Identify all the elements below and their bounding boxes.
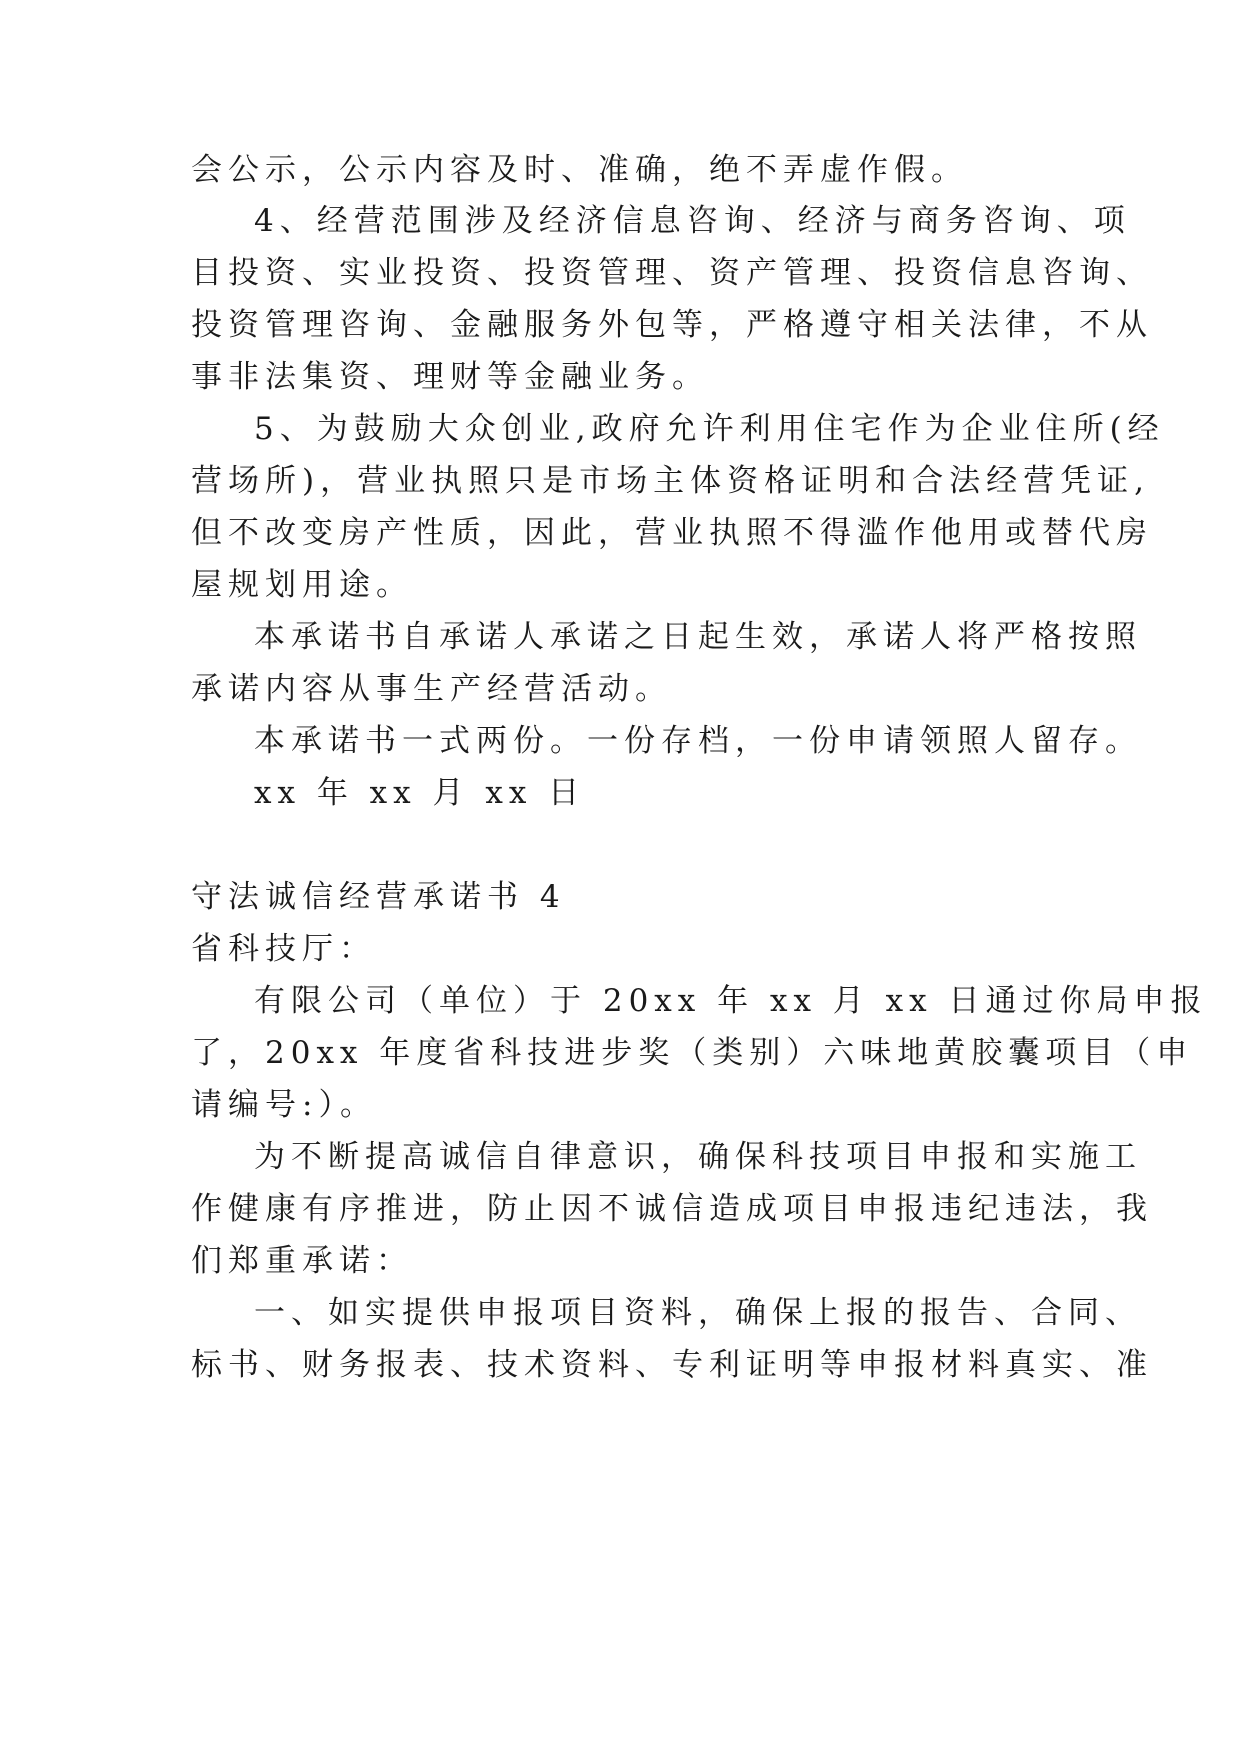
paragraph-line: 4、经营范围涉及经济信息咨询、经济与商务咨询、项 (254, 203, 1131, 239)
paragraph-line: 了，20xx 年度省科技进步奖（类别）六味地黄胶囊项目（申 (191, 1035, 1194, 1071)
paragraph-line: 有限公司（单位）于 20xx 年 xx 月 xx 日通过你局申报 (254, 983, 1208, 1019)
date-line: xx 年 xx 月 xx 日 (254, 775, 586, 811)
paragraph-line: 本承诺书一式两份。一份存档，一份申请领照人留存。 (254, 723, 1142, 759)
paragraph-line: 本承诺书自承诺人承诺之日起生效，承诺人将严格按照 (254, 619, 1142, 655)
paragraph-line: 会公示，公示内容及时、准确，绝不弄虚作假。 (191, 152, 968, 188)
paragraph-line: 目投资、实业投资、投资管理、资产管理、投资信息咨询、 (191, 255, 1153, 291)
paragraph-line: 屋规划用途。 (191, 567, 413, 603)
section-title: 守法诚信经营承诺书 4 (191, 879, 566, 915)
paragraph-line: 们郑重承诺： (191, 1243, 413, 1279)
paragraph-line: 作健康有序推进，防止因不诚信造成项目申报违纪违法，我 (191, 1191, 1153, 1227)
paragraph-line: 为不断提高诚信自律意识，确保科技项目申报和实施工 (254, 1139, 1142, 1175)
paragraph-line: 事非法集资、理财等金融业务。 (191, 359, 709, 395)
paragraph-line: 5、为鼓励大众创业,政府允许利用住宅作为企业住所(经 (254, 411, 1165, 447)
paragraph-line: 标书、财务报表、技术资料、专利证明等申报材料真实、准 (191, 1347, 1153, 1383)
paragraph-line: 一、如实提供申报项目资料，确保上报的报告、合同、 (254, 1295, 1142, 1331)
paragraph-line: 请编号:）。 (191, 1087, 377, 1123)
paragraph-line: 营场所)，营业执照只是市场主体资格证明和合法经营凭证, (191, 463, 1150, 499)
salutation: 省科技厅： (191, 931, 376, 967)
paragraph-line: 承诺内容从事生产经营活动。 (191, 671, 672, 707)
paragraph-line: 投资管理咨询、金融服务外包等，严格遵守相关法律，不从 (191, 307, 1153, 343)
paragraph-line: 但不改变房产性质，因此，营业执照不得滥作他用或替代房 (191, 515, 1153, 551)
